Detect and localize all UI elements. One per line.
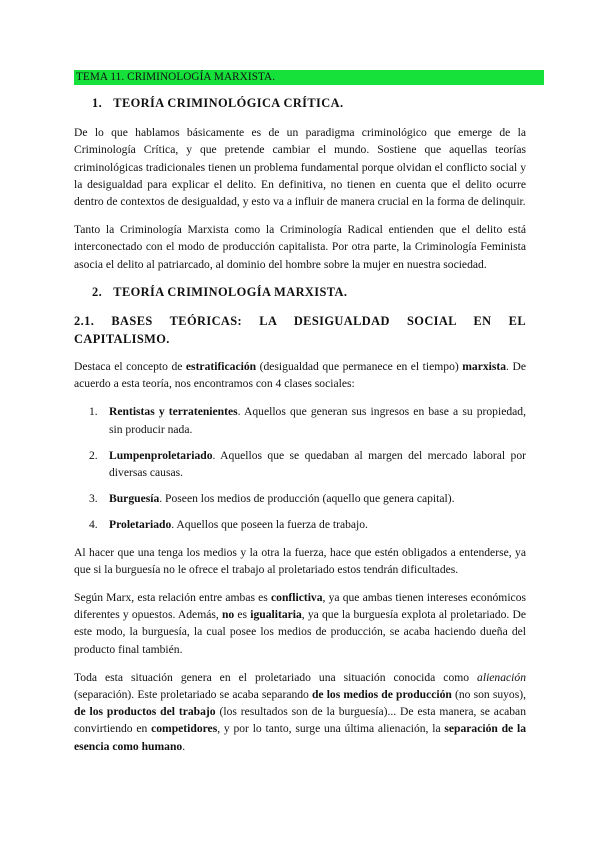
section-2-heading: [74, 284, 526, 301]
class-term: Rentistas y terratenientes: [109, 405, 238, 419]
list-item: 4. Proletariado. Aquellos que poseen la fuerza de trabajo.: [89, 518, 368, 532]
subsection-2-1-heading: 2.1. BASES TEÓRICAS: LA DESIGUALDAD SOCIAL EN EL CAPITALISMO.: [74, 314, 526, 346]
class-term: Burguesía: [109, 492, 160, 506]
marx-conflict-paragraph: Según Marx, esta relación entre ambas es conflictiva, ya que ambas tienen intereses económicos diferentes y opuestos. Además, no es igualitaria, ya que la burguesía explota al proletariado. De este modo, la burguesía, la cual posee los medios de producción, se acaba haciendo dueña del producto final también.: [74, 591, 527, 656]
document-content: [74, 70, 526, 766]
section-2-title: TEORÍA CRIMINOLOGÍA MARXISTA.: [113, 284, 348, 299]
list-item: 2. Lumpenproletariado. Aquellos que se quedaban al margen del mercado laboral por diversas causas.: [89, 448, 526, 480]
section-2-number: 2.: [92, 284, 103, 299]
section-1-paragraph-1: De lo que hablamos básicamente es de un paradigma criminológico que emerge de la Criminología Crítica, y que pretende cambiar el mundo. Sostiene que aquellas teorías criminológicas tradicionales tienen un problema fundamental porque olvidan el conflicto social y la desigualdad para explicar el delito. En definitiva, no tienen en cuenta que el delito ocurre dentro de contextos de desigualdad, y esto va a influir de manera crucial en la forma de delinquir.: [74, 126, 526, 209]
list-item: 3. Burguesía. Poseen los medios de producción (aquello que genera capital).: [89, 492, 455, 506]
section-1-number: 1.: [92, 96, 103, 110]
section-1-title: TEORÍA CRIMINOLÓGICA CRÍTICA.: [113, 96, 344, 110]
means-and-force-paragraph: Al hacer que una tenga los medios y la otra la fuerza, hace que estén obligados a entenderse, ya que si la burguesía no le ofrece el trabajo al proletariado estos tendrán dificultades.: [74, 545, 526, 576]
class-term: Lumpenproletariado: [109, 448, 213, 462]
alienation-paragraph: Toda esta situación genera en el proletariado una situación conocida como alienación (separación). Este proletariado se acaba separando de los medios de producción (no son suyos), de los productos del trabajo (los resultados son de la burguesía)... De esta manera, se acaban convirtiendo en competidores, y por lo tanto, surge una última alienación, la separación de la esencia como humano.: [74, 670, 526, 753]
class-term: Proletariado: [109, 518, 172, 532]
topic-title: TEMA 11. CRIMINOLOGÍA MARXISTA.: [74, 70, 544, 85]
section-1-paragraph-2: Tanto la Criminología Marxista como la Criminología Radical entienden que el delito está interconectado con el modo de producción capitalista. Por otra parte, la Criminología Feminista asocia el delito al patriarcado, al dominio del hombre sobre la mujer en nuestra sociedad.: [74, 223, 526, 271]
stratification-paragraph: Destaca el concepto de estratificación (desigualdad que permanece en el tiempo) marxista. De acuerdo a esta teoría, nos encontramos con 4 clases sociales:: [74, 360, 526, 391]
social-classes-list: [74, 403, 526, 533]
list-item: 1. Rentistas y terratenientes. Aquellos que generan sus ingresos en base a su propiedad, sin producir nada.: [89, 405, 526, 436]
section-1-heading: [74, 95, 526, 112]
